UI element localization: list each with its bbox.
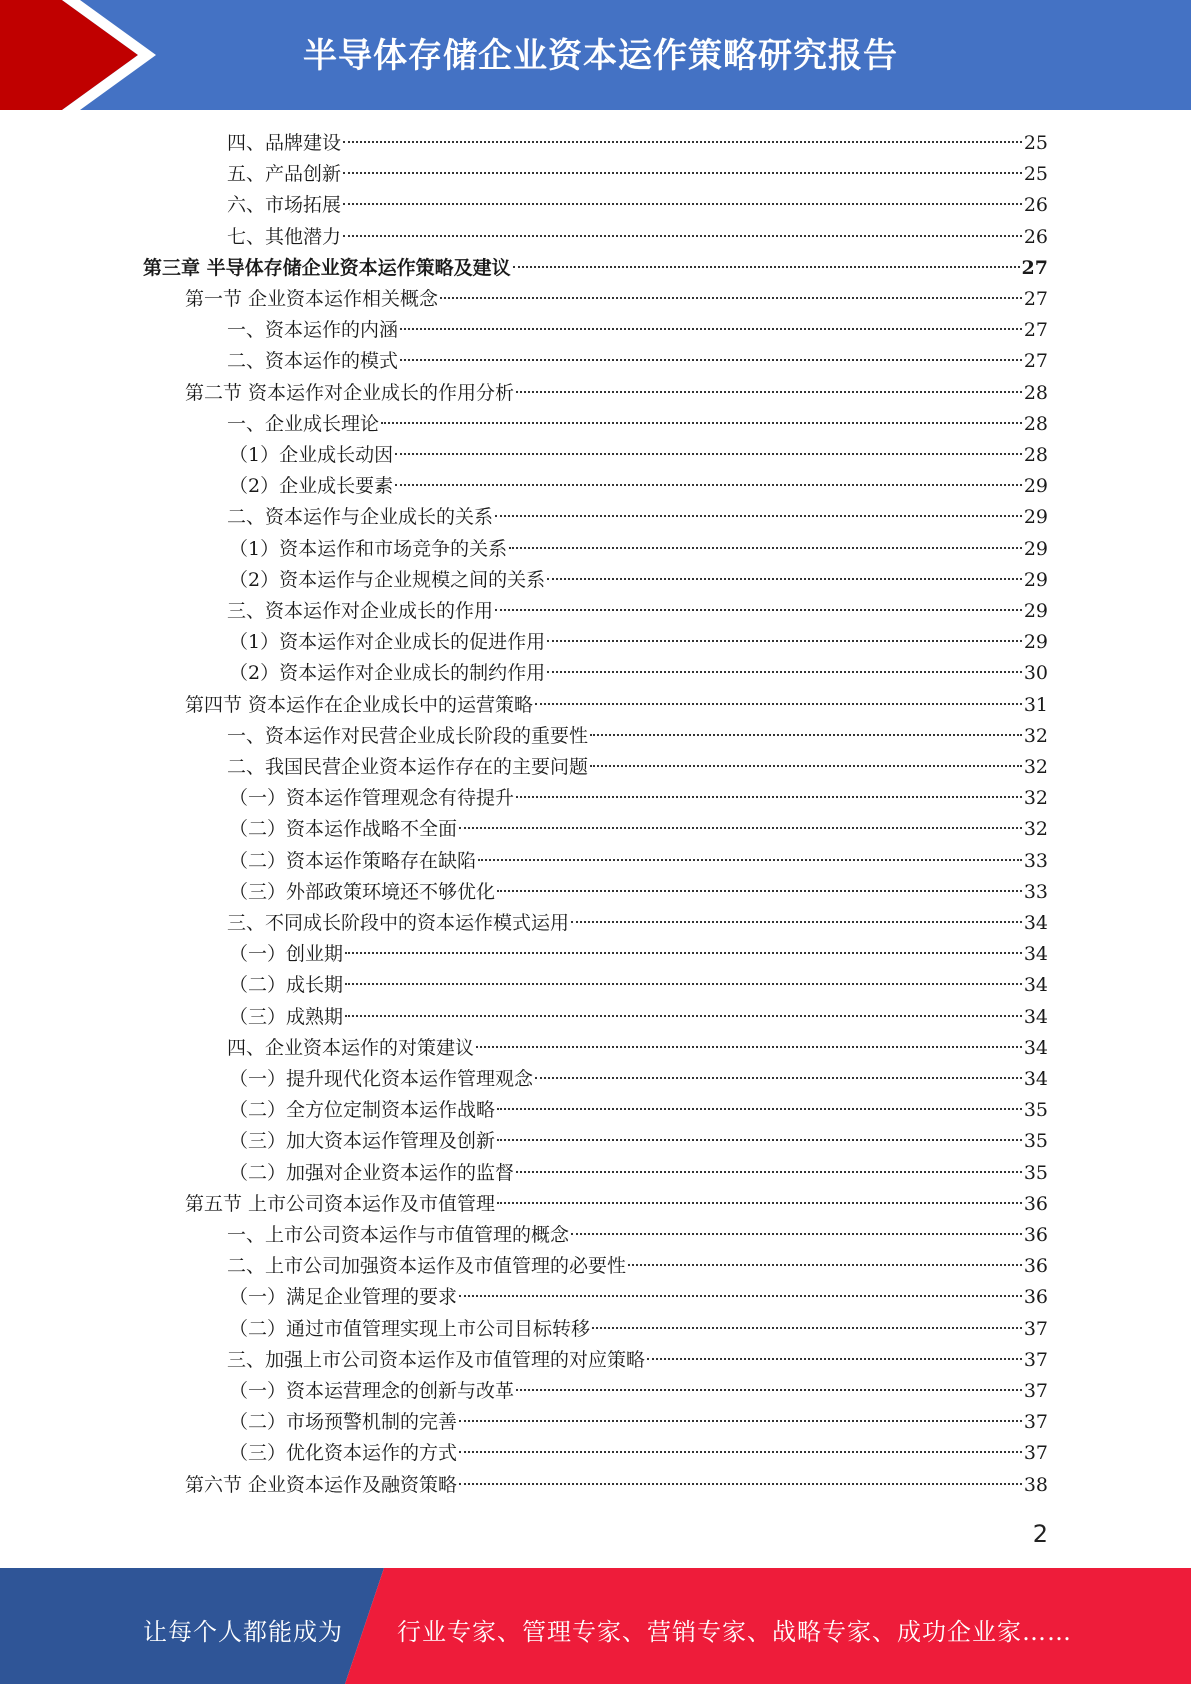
toc-section-entry[interactable]: [185, 284, 1048, 315]
toc-dot-leader: [381, 422, 1022, 424]
toc-entry[interactable]: [227, 752, 1048, 783]
toc-entry-label: （一）提升现代化资本运作管理观念: [229, 1068, 534, 1090]
toc-dot-leader: [590, 734, 1022, 736]
toc-entry[interactable]: [227, 1251, 1048, 1282]
toc-entry-label: （2）资本运作与企业规模之间的关系: [229, 569, 546, 591]
toc-entry[interactable]: [227, 222, 1048, 253]
toc-dot-leader: [497, 1139, 1022, 1141]
toc-entry[interactable]: [227, 190, 1048, 221]
toc-dot-leader: [478, 859, 1022, 861]
toc-entry-label: 三、资本运作对企业成长的作用: [227, 600, 494, 622]
toc-section-entry[interactable]: [185, 378, 1048, 409]
toc-entry[interactable]: [227, 346, 1048, 377]
toc-entry[interactable]: [227, 1345, 1048, 1376]
toc-entry[interactable]: [229, 627, 1048, 658]
footer-slogan-left: 让每个人都能成为: [143, 1618, 343, 1646]
toc-entry-page: 28: [1023, 413, 1048, 435]
toc-entry-page: 35: [1023, 1099, 1048, 1121]
toc-entry-page: 36: [1023, 1193, 1048, 1215]
toc-entry-label: （一）创业期: [229, 943, 344, 965]
toc-entry[interactable]: [227, 1220, 1048, 1251]
toc-entry-page: 29: [1023, 506, 1048, 528]
toc-entry[interactable]: [229, 1064, 1048, 1095]
toc-entry-label: （一）满足企业管理的要求: [229, 1286, 458, 1308]
toc-entry[interactable]: [229, 1376, 1048, 1407]
toc-entry[interactable]: [227, 502, 1048, 533]
toc-entry-label: （二）加强对企业资本运作的监督: [229, 1162, 515, 1184]
toc-dot-leader: [459, 1420, 1022, 1422]
toc-dot-leader: [509, 547, 1022, 549]
toc-entry-label: 第二节 资本运作对企业成长的作用分析: [185, 382, 515, 404]
toc-entry-page: 37: [1023, 1318, 1048, 1340]
toc-entry[interactable]: [227, 128, 1048, 159]
toc-entry-page: 30: [1023, 662, 1048, 684]
toc-dot-leader: [571, 921, 1022, 923]
toc-entry[interactable]: [227, 1033, 1048, 1064]
toc-dot-leader: [535, 703, 1022, 705]
toc-entry[interactable]: [229, 1438, 1048, 1469]
toc-entry-label: 一、上市公司资本运作与市值管理的概念: [227, 1224, 570, 1246]
toc-dot-leader: [547, 671, 1022, 673]
toc-dot-leader: [571, 1233, 1022, 1235]
toc-entry-page: 34: [1023, 1037, 1048, 1059]
toc-dot-leader: [343, 141, 1022, 143]
toc-dot-leader: [343, 203, 1022, 205]
toc-entry-label: （2）资本运作对企业成长的制约作用: [229, 662, 546, 684]
toc-entry-label: （二）市场预警机制的完善: [229, 1411, 458, 1433]
toc-entry[interactable]: [229, 1407, 1048, 1438]
toc-dot-leader: [516, 796, 1022, 798]
toc-entry-page: 37: [1023, 1380, 1048, 1402]
toc-entry[interactable]: [229, 565, 1048, 596]
toc-chapter-entry[interactable]: [143, 253, 1048, 284]
toc-entry-page: 36: [1023, 1255, 1048, 1277]
toc-entry-page: 27: [1023, 288, 1048, 310]
toc-entry[interactable]: [229, 1158, 1048, 1189]
toc-dot-leader: [459, 827, 1022, 829]
toc-entry-label: 第五节 上市公司资本运作及市值管理: [185, 1193, 496, 1215]
toc-entry-page: 33: [1023, 850, 1048, 872]
toc-entry[interactable]: [229, 877, 1048, 908]
toc-dot-leader: [345, 952, 1022, 954]
toc-dot-leader: [395, 453, 1022, 455]
toc-entry-label: 第四节 资本运作在企业成长中的运营策略: [185, 694, 534, 716]
toc-entry[interactable]: [229, 970, 1048, 1001]
toc-entry-page: 27: [1021, 257, 1048, 279]
page-footer: [0, 1568, 1191, 1684]
toc-entry-label: 二、上市公司加强资本运作及市值管理的必要性: [227, 1255, 627, 1277]
toc-entry-page: 33: [1023, 881, 1048, 903]
toc-entry-page: 32: [1023, 818, 1048, 840]
toc-entry[interactable]: [229, 1095, 1048, 1126]
toc-entry-label: （1）资本运作对企业成长的促进作用: [229, 631, 546, 653]
toc-dot-leader: [395, 484, 1022, 486]
toc-entry-label: 一、资本运作对民营企业成长阶段的重要性: [227, 725, 589, 747]
toc-entry-label: 四、企业资本运作的对策建议: [227, 1037, 475, 1059]
toc-entry-label: （1）资本运作和市场竞争的关系: [229, 538, 508, 560]
toc-dot-leader: [476, 1046, 1022, 1048]
toc-entry-page: 36: [1023, 1224, 1048, 1246]
toc-entry[interactable]: [227, 159, 1048, 190]
toc-dot-leader: [495, 609, 1022, 611]
toc-entry-page: 29: [1023, 631, 1048, 653]
toc-entry-label: （1）企业成长动因: [229, 444, 394, 466]
toc-entry-label: 二、资本运作与企业成长的关系: [227, 506, 494, 528]
toc-entry[interactable]: [229, 783, 1048, 814]
toc-dot-leader: [495, 515, 1022, 517]
toc-entry[interactable]: [227, 596, 1048, 627]
toc-entry-label: 一、企业成长理论: [227, 413, 380, 435]
toc-dot-leader: [343, 235, 1022, 237]
toc-entry-label: 一、资本运作的内涵: [227, 319, 399, 341]
toc-entry[interactable]: [229, 534, 1048, 565]
toc-entry[interactable]: [229, 1314, 1048, 1345]
toc-entry-label: （一）资本运作管理观念有待提升: [229, 787, 515, 809]
toc-entry-page: 38: [1023, 1474, 1048, 1496]
toc-entry[interactable]: [229, 939, 1048, 970]
toc-dot-leader: [400, 328, 1022, 330]
toc-entry-page: 26: [1023, 194, 1048, 216]
toc-entry-page: 34: [1023, 943, 1048, 965]
page-number: 2: [1032, 1520, 1048, 1548]
toc-entry-label: （三）成熟期: [229, 1006, 344, 1028]
toc-entry-label: 七、其他潜力: [227, 226, 342, 248]
toc-entry-page: 29: [1023, 569, 1048, 591]
toc-entry-label: 三、不同成长阶段中的资本运作模式运用: [227, 912, 570, 934]
toc-entry-page: 34: [1023, 1006, 1048, 1028]
toc-entry-page: 28: [1023, 444, 1048, 466]
toc-entry-label: （三）外部政策环境还不够优化: [229, 881, 496, 903]
toc-entry-page: 25: [1023, 163, 1048, 185]
toc-dot-leader: [535, 1077, 1022, 1079]
toc-entry[interactable]: [229, 1282, 1048, 1313]
toc-entry[interactable]: [227, 721, 1048, 752]
toc-entry[interactable]: [229, 1002, 1048, 1033]
toc-entry-page: 34: [1023, 912, 1048, 934]
toc-section-entry[interactable]: [185, 1189, 1048, 1220]
toc-entry-page: 29: [1023, 600, 1048, 622]
toc-entry[interactable]: [229, 440, 1048, 471]
toc-entry[interactable]: [229, 1126, 1048, 1157]
toc-dot-leader: [647, 1358, 1022, 1360]
toc-entry-label: （2）企业成长要素: [229, 475, 394, 497]
toc-entry-label: （三）加大资本运作管理及创新: [229, 1130, 496, 1152]
toc-entry-page: 27: [1023, 350, 1048, 372]
toc-dot-leader: [343, 172, 1022, 174]
toc-entry-page: 32: [1023, 725, 1048, 747]
toc-entry-page: 34: [1023, 974, 1048, 996]
toc-entry[interactable]: [227, 315, 1048, 346]
toc-entry-page: 35: [1023, 1130, 1048, 1152]
toc-entry-page: 29: [1023, 538, 1048, 560]
toc-dot-leader: [459, 1483, 1022, 1485]
toc-dot-leader: [628, 1264, 1022, 1266]
toc-entry-page: 26: [1023, 226, 1048, 248]
toc-entry[interactable]: [229, 846, 1048, 877]
toc-entry[interactable]: [227, 409, 1048, 440]
toc-dot-leader: [400, 359, 1022, 361]
toc-entry-label: （二）资本运作战略不全面: [229, 818, 458, 840]
toc-dot-leader: [590, 765, 1022, 767]
toc-entry-page: 34: [1023, 1068, 1048, 1090]
toc-entry-page: 32: [1023, 756, 1048, 778]
toc-dot-leader: [547, 640, 1022, 642]
toc-entry-label: （二）成长期: [229, 974, 344, 996]
toc-entry-label: 四、品牌建设: [227, 132, 342, 154]
toc-entry-label: 第一节 企业资本运作相关概念: [185, 288, 439, 310]
toc-entry-label: （一）资本运营理念的创新与改革: [229, 1380, 515, 1402]
toc-entry-label: 三、加强上市公司资本运作及市值管理的对应策略: [227, 1349, 646, 1371]
toc-entry[interactable]: [227, 908, 1048, 939]
toc-entry[interactable]: [229, 658, 1048, 689]
toc-entry-page: 28: [1023, 382, 1048, 404]
toc-entry-page: 37: [1023, 1349, 1048, 1371]
toc-entry-page: 25: [1023, 132, 1048, 154]
toc-entry-label: （三）优化资本运作的方式: [229, 1442, 458, 1464]
toc-entry-page: 29: [1023, 475, 1048, 497]
toc-entry-label: 六、市场拓展: [227, 194, 342, 216]
toc-entry-page: 27: [1023, 319, 1048, 341]
toc-entry[interactable]: [229, 471, 1048, 502]
toc-entry-page: 35: [1023, 1162, 1048, 1184]
toc-entry-label: 第六节 企业资本运作及融资策略: [185, 1474, 458, 1496]
toc-entry-page: 32: [1023, 787, 1048, 809]
toc-entry-page: 37: [1023, 1442, 1048, 1464]
toc-entry-page: 31: [1023, 694, 1048, 716]
toc-dot-leader: [440, 297, 1022, 299]
toc-section-entry[interactable]: [185, 690, 1048, 721]
toc-dot-leader: [516, 1171, 1022, 1173]
toc-dot-leader: [513, 266, 1020, 268]
toc-entry-label: （二）通过市值管理实现上市公司目标转移: [229, 1318, 591, 1340]
toc-entry-page: 36: [1023, 1286, 1048, 1308]
toc-dot-leader: [345, 1015, 1022, 1017]
toc-dot-leader: [497, 890, 1022, 892]
toc-dot-leader: [345, 983, 1022, 985]
toc-section-entry[interactable]: [185, 1470, 1048, 1501]
toc-dot-leader: [459, 1451, 1022, 1453]
toc-entry-label: （二）资本运作策略存在缺陷: [229, 850, 477, 872]
toc-dot-leader: [516, 391, 1022, 393]
toc-entry-label: 二、我国民营企业资本运作存在的主要问题: [227, 756, 589, 778]
toc-entry-label: 五、产品创新: [227, 163, 342, 185]
toc-dot-leader: [459, 1295, 1022, 1297]
toc-dot-leader: [497, 1108, 1022, 1110]
toc-entry[interactable]: [229, 814, 1048, 845]
toc-entry-label: 二、资本运作的模式: [227, 350, 399, 372]
page-header: [0, 0, 1191, 110]
footer-slogan-right: 行业专家、管理专家、营销专家、战略专家、成功企业家……: [397, 1618, 1072, 1646]
toc-entry-page: 37: [1023, 1411, 1048, 1433]
toc-dot-leader: [547, 578, 1022, 580]
report-title: 半导体存储企业资本运作策略研究报告: [303, 36, 898, 76]
toc-dot-leader: [497, 1202, 1022, 1204]
toc-entry-label: （二）全方位定制资本运作战略: [229, 1099, 496, 1121]
toc-entry-label: 第三章 半导体存储企业资本运作策略及建议: [143, 257, 511, 279]
toc-dot-leader: [592, 1327, 1022, 1329]
toc-dot-leader: [516, 1389, 1022, 1391]
